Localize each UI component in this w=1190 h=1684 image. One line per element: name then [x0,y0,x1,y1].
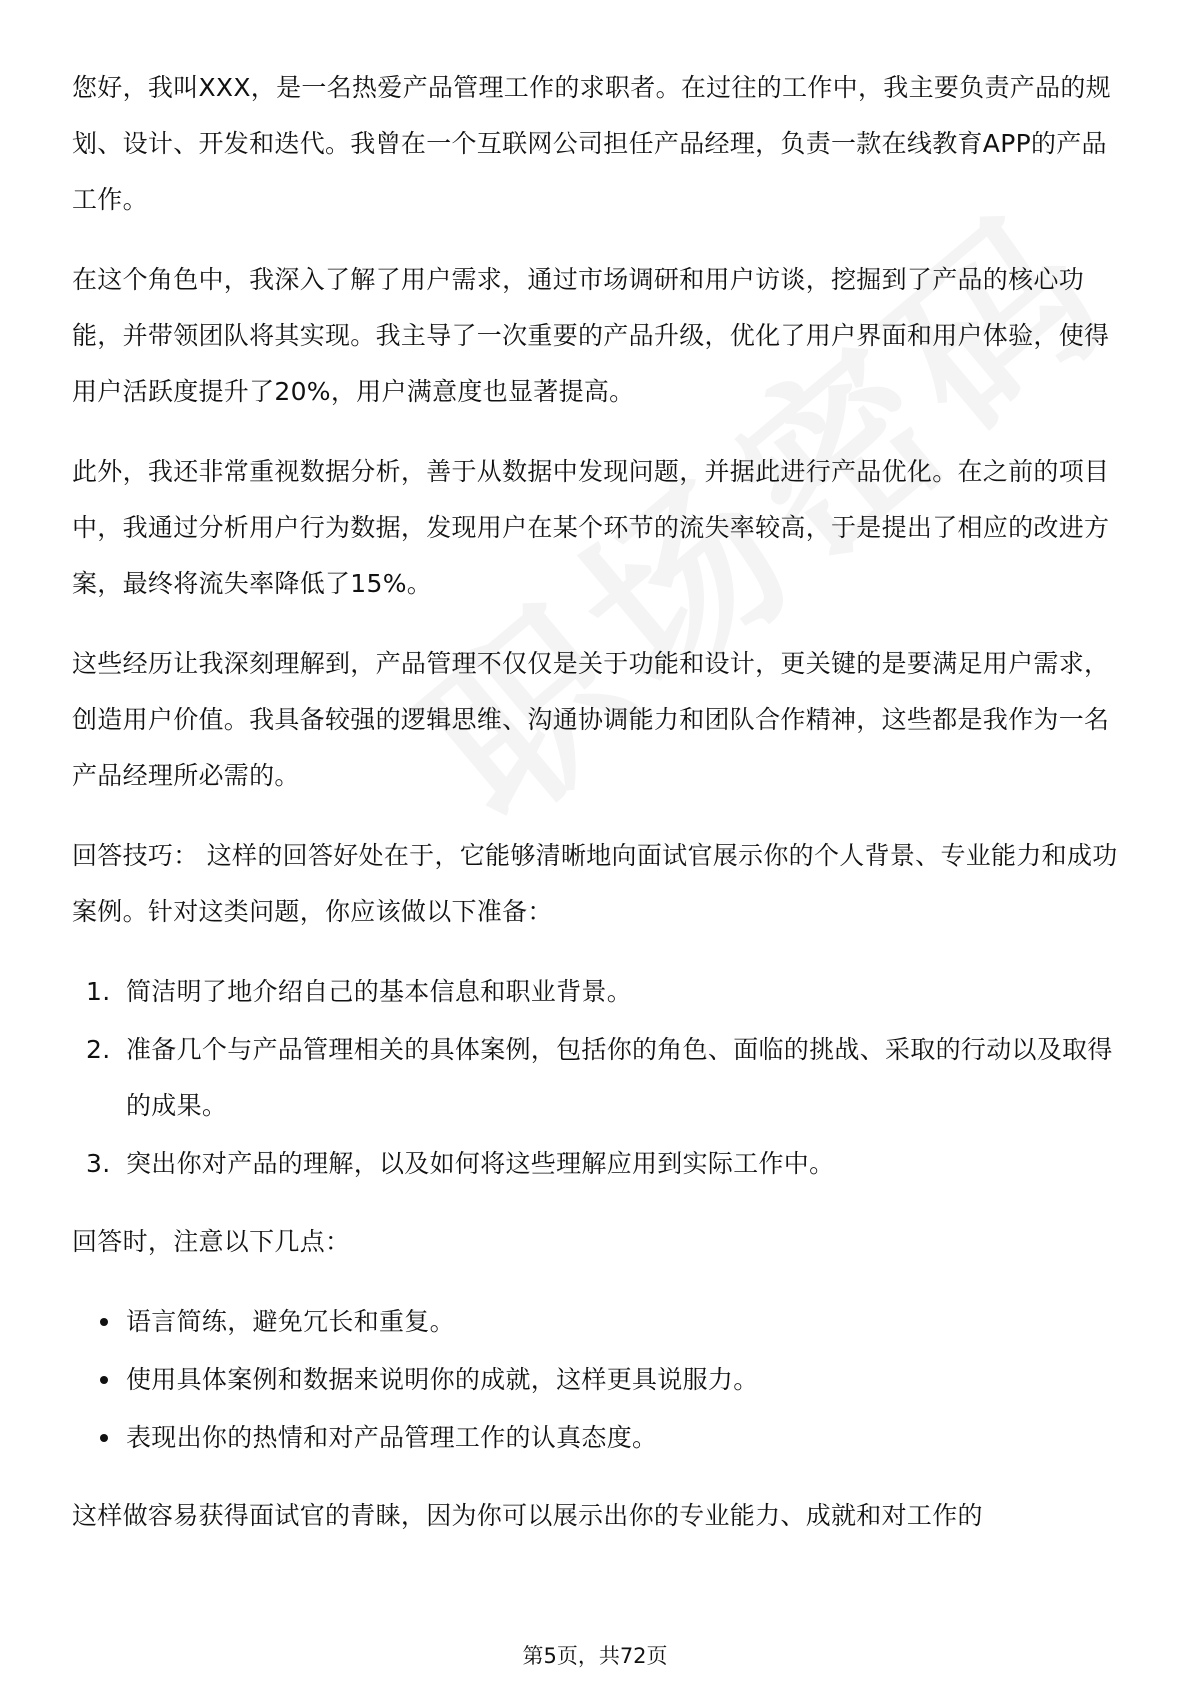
list-item [72,1410,1118,1466]
list-number: 1. [86,977,111,1006]
list-item [72,1136,1118,1192]
preparation-list [72,964,1118,1192]
list-item [72,1022,1118,1134]
list-item-text: 语言简练，避免冗长和重复。 [126,1307,455,1336]
paragraph-closing: 这样做容易获得面试官的青睐，因为你可以展示出你的专业能力、成就和对工作的 [72,1501,983,1530]
list-item-text: 使用具体案例和数据来说明你的成就，这样更具说服力。 [126,1365,759,1394]
paragraph-intro: 您好，我叫XXX，是一名热爱产品管理工作的求职者。在过往的工作中，我主要负责产品的规划、设计、开发和迭代。我曾在一个互联网公司担任产品经理，负责一款在线教育APP的产品工作。 [72,73,1111,214]
page-content [72,60,1118,1568]
paragraph-notes-intro: 回答时，注意以下几点： [72,1227,351,1256]
paragraph-role: 在这个角色中，我深入了解了用户需求，通过市场调研和用户访谈，挖掘到了产品的核心功能，并带领团队将其实现。我主导了一次重要的产品升级，优化了用户界面和用户体验，使得用户活跃度提升了20%，用户满意度也显著提高。 [72,265,1110,406]
list-number: 2. [86,1035,111,1064]
paragraph-experience: 这些经历让我深刻理解到，产品管理不仅仅是关于功能和设计，更关键的是要满足用户需求，创造用户价值。我具备较强的逻辑思维、沟通协调能力和团队合作精神，这些都是我作为一名产品经理所必需的。 [72,649,1110,790]
list-item [72,1294,1118,1350]
list-item-text: 简洁明了地介绍自己的基本信息和职业背景。 [126,977,633,1006]
list-item-text: 准备几个与产品管理相关的具体案例，包括你的角色、面临的挑战、采取的行动以及取得的成果。 [126,1035,1113,1120]
bullet-icon [100,1434,108,1442]
list-item [72,964,1118,1020]
page-footer: 第5页，共72页 [522,1644,668,1668]
list-item [72,1352,1118,1408]
notes-list [72,1294,1118,1466]
paragraph-data-analysis: 此外，我还非常重视数据分析，善于从数据中发现问题，并据此进行产品优化。在之前的项目中，我通过分析用户行为数据，发现用户在某个环节的流失率较高，于是提出了相应的改进方案，最终将流失率降低了15%。 [72,457,1110,598]
paragraph-answer-tips: 回答技巧： 这样的回答好处在于，它能够清晰地向面试官展示你的个人背景、专业能力和成功案例。针对这类问题，你应该做以下准备： [72,841,1118,926]
bullet-icon [100,1376,108,1384]
bullet-icon [100,1318,108,1326]
list-item-text: 表现出你的热情和对产品管理工作的认真态度。 [126,1423,658,1452]
list-item-text: 突出你对产品的理解，以及如何将这些理解应用到实际工作中。 [126,1149,835,1178]
list-number: 3. [86,1149,111,1178]
